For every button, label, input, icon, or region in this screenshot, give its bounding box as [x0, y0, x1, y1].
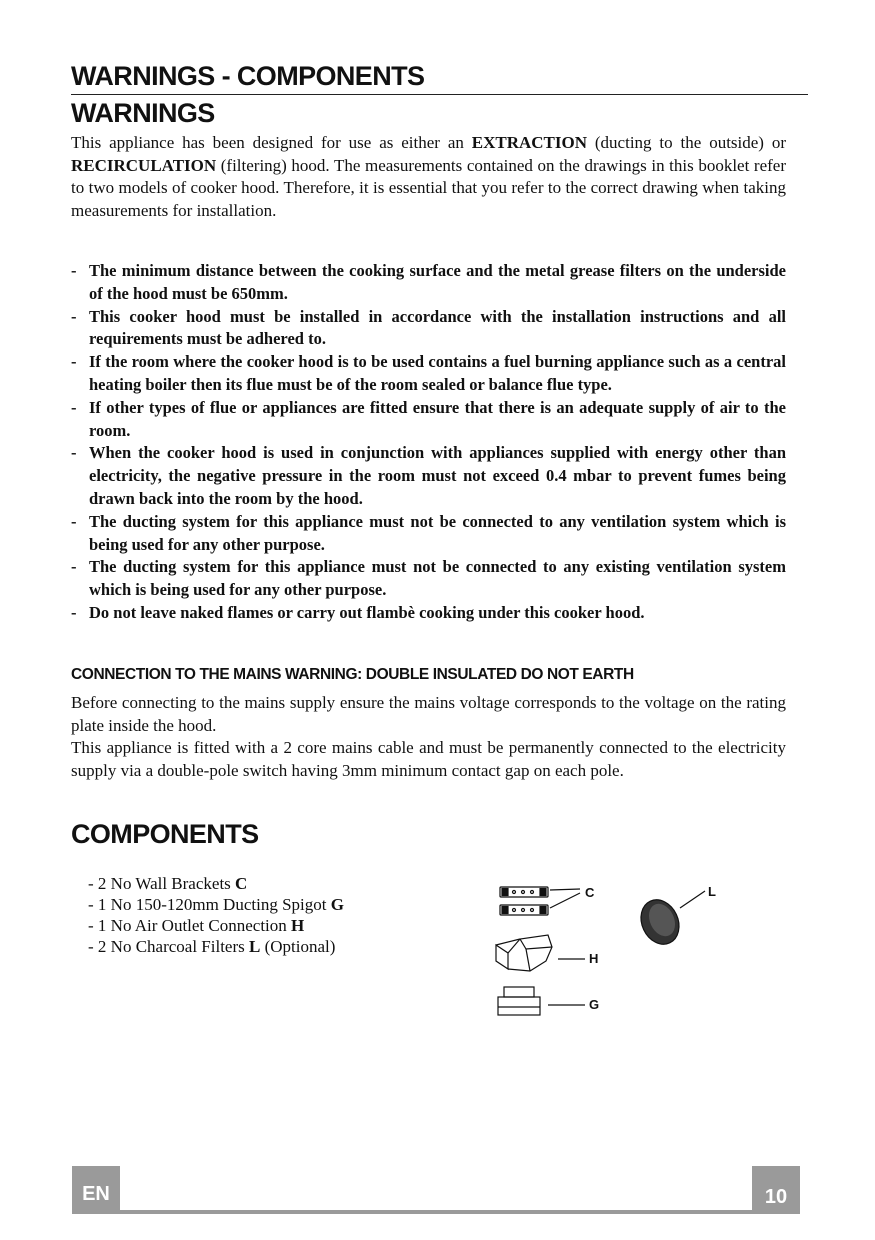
component-item: - 1 No 150-120mm Ducting Spigot G — [88, 895, 344, 914]
figure-label-c: C — [585, 885, 595, 900]
air-outlet-drawing — [496, 935, 585, 971]
page-title: WARNINGS - COMPONENTS — [71, 58, 808, 95]
mains-warning-heading: CONNECTION TO THE MAINS WARNING: DOUBLE INSULATED DO NOT EARTH — [71, 666, 634, 683]
mains-paragraph: Before connecting to the mains supply ensure the mains voltage corresponds to the voltage on the rating plate inside the hood. — [71, 693, 786, 735]
figure-label-h: H — [589, 951, 599, 966]
language-tab: EN — [72, 1166, 120, 1214]
warning-item: - If other types of flue or appliances are fitted ensure that there is an adequate supply of air to the room. — [71, 397, 786, 440]
warning-item: - Do not leave naked flames or carry out flambè cooking under this cooker hood. — [71, 602, 645, 622]
mains-paragraph: This appliance is fitted with a 2 core mains cable and must be permanently connected to the electricity supply via a double-pole switch having 3mm minimum contact gap on each pole. — [71, 738, 786, 780]
spigot-drawing — [498, 987, 585, 1015]
warning-item: - The minimum distance between the cooking surface and the metal grease filters on the underside of the hood must be 650mm. — [71, 261, 786, 303]
warnings-title: WARNINGS — [71, 98, 215, 128]
components-list — [88, 873, 344, 957]
figure-label-g: G — [589, 997, 600, 1012]
warnings-intro: This appliance has been designed for use as either an EXTRACTION (ducting to the outside) or RECIRCULATION (filtering) hood. The measurements contained on the drawings in this booklet refer to two models of cooker hood. Therefore, it is essential that you refer to the correct drawing when taking measurements for installation. — [71, 133, 787, 220]
warnings-list — [71, 260, 786, 625]
figure-label-l: L — [708, 884, 716, 899]
components-figure — [490, 875, 730, 1025]
components-title: COMPONENTS — [71, 819, 259, 849]
mains-warning-text — [71, 692, 786, 782]
component-item: - 2 No Wall Brackets C — [88, 874, 248, 893]
warning-item: - The ducting system for this appliance must not be connected to any ventilation system which is being used for any other purpose. — [71, 511, 786, 554]
warning-item: - When the cooker hood is used in conjunction with appliances supplied with energy other than electricity, the negative pressure in the room must not exceed 0.4 mbar to prevent fumes being drawn back into the room by the hood. — [71, 443, 786, 508]
footer-rule — [72, 1210, 800, 1214]
warning-item: - The ducting system for this appliance must not be connected to any existing ventilation system which is being used for any other purpose. — [71, 557, 786, 600]
page-number: 10 — [752, 1166, 800, 1214]
components-drawing — [490, 875, 730, 1025]
charcoal-filter-drawing — [634, 891, 705, 950]
wall-bracket-drawing — [500, 887, 580, 915]
component-item: - 1 No Air Outlet Connection H — [88, 916, 305, 935]
warning-item: - If the room where the cooker hood is to be used contains a fuel burning appliance such as a central heating boiler then its flue must be of the room sealed or balance flue type. — [71, 352, 786, 394]
component-item: - 2 No Charcoal Filters L (Optional) — [88, 937, 336, 956]
warning-item: - This cooker hood must be installed in accordance with the installation instructions and all requirements must be adhered to. — [71, 306, 786, 349]
